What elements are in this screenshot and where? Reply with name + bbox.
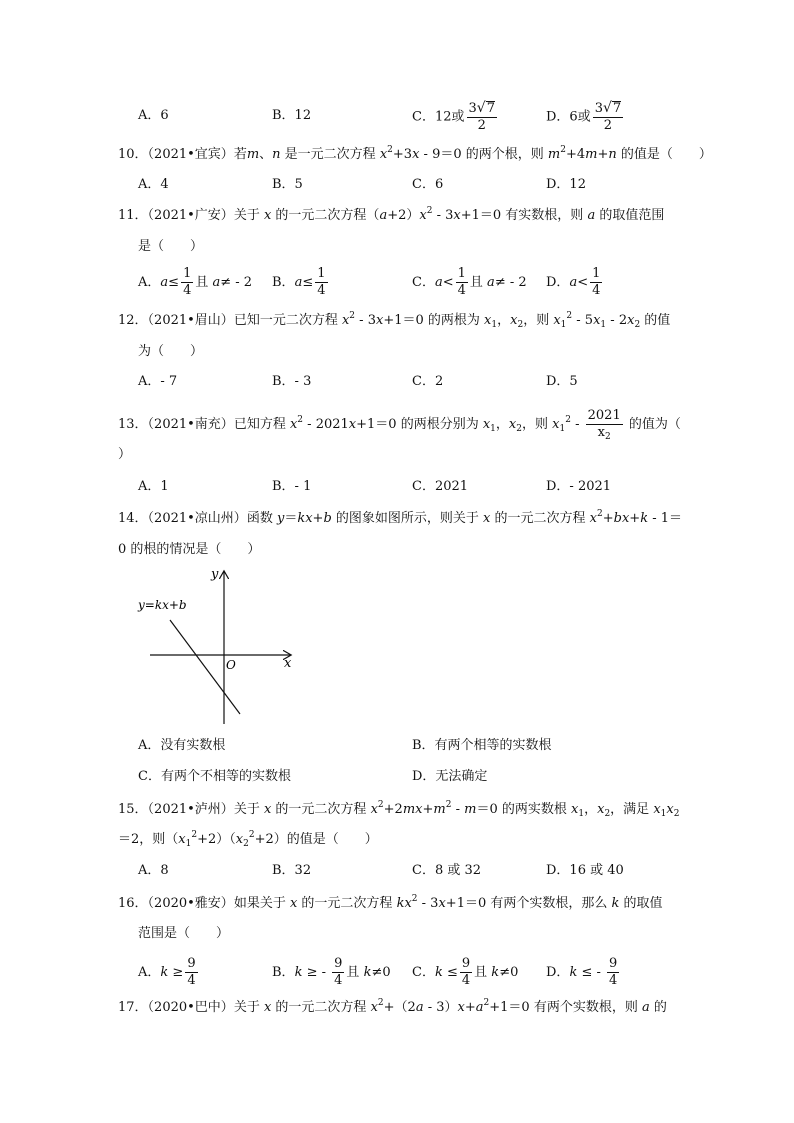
linear-function-graph: [136, 562, 306, 730]
q12-option-c[interactable]: C．2: [412, 374, 444, 389]
x-axis-label: x: [284, 656, 292, 671]
q17-stem: 17．（2020•巴中）关于 x 的一元二次方程 $x^2+(2a - 3)x+a^2+1=0$ 有两个实数根，则 a 的: [118, 998, 667, 1015]
q13-stem: 13．（2021•南充）已知方程 $x^2 - 2021x+1=0$ 的两根分别为 $x_1$，$x_2$，则 $x_1^2$ - $\frac{2021}{x_2}$ 的值为（: [118, 408, 681, 442]
origin-label: O: [226, 658, 236, 672]
fraction: $\frac{9}{4}$: [461, 956, 471, 988]
q16-option-b[interactable]: B．k ≥ - $\frac{9}{4}$ 且 k≠0: [272, 956, 391, 988]
q11-stem: 11．（2021•广安）关于 x 的一元二次方程$(a+2)x^2 - 3x+1=0$ 有实数根，则 a 的取值范围: [118, 206, 665, 223]
q10-option-b[interactable]: B．5: [272, 177, 303, 192]
q10-option-a[interactable]: A．4: [138, 177, 169, 192]
fraction: $\frac{1}{4}$: [317, 266, 326, 298]
q15-option-b[interactable]: B．32: [272, 863, 312, 878]
fraction: $\frac{1}{4}$: [592, 266, 601, 298]
fraction: $\frac{2021}{x_2}$: [587, 408, 621, 442]
q13-option-d[interactable]: D．- 2021: [546, 479, 612, 494]
q14-option-c[interactable]: C．有两个不相等的实数根: [138, 769, 291, 784]
q14-option-b[interactable]: B．有两个相等的实数根: [412, 738, 552, 753]
q13-stem-line2: ）: [118, 447, 132, 462]
line-label: y=kx+b: [138, 598, 187, 612]
q15-stem: 15．（2021•泸州）关于 x 的一元二次方程 $x^2+2mx+m^2 - m=0$ 的两实数根 $x_1$，$x_2$，满足 $x_1x_2$: [118, 800, 680, 819]
q11-option-c[interactable]: C．a< $\frac{1}{4}$ 且 a≠ - 2: [412, 266, 527, 298]
fraction: $\frac{3√7}{2}$: [468, 100, 495, 133]
q10-stem: 10．（2021•宜宾）若m、n 是一元二次方程 $x^2+3x - 9=0$ 的两个根，则 $m^2+4m+n$ 的值是（ ）: [118, 145, 712, 162]
q11-stem-line2: 是（ ）: [138, 239, 204, 254]
q11-option-b[interactable]: B．a≤ $\frac{1}{4}$: [272, 266, 326, 298]
q15-option-d[interactable]: D．16 或 40: [546, 863, 624, 878]
q10-option-d[interactable]: D．12: [546, 177, 586, 192]
q14-option-a[interactable]: A．没有实数根: [138, 738, 226, 753]
q13-option-a[interactable]: A．1: [138, 479, 169, 494]
fraction: $\frac{9}{4}$: [609, 956, 618, 988]
q12-stem-line2: 为（ ）: [138, 344, 204, 359]
q11-option-d[interactable]: D．a< $\frac{1}{4}$: [546, 266, 601, 298]
fraction: $\frac{9}{4}$: [187, 956, 196, 988]
q16-option-c[interactable]: C．k ≤ $\frac{9}{4}$ 且 k≠0: [412, 956, 519, 988]
q9-option-d[interactable]: D．6或 $\frac{3√7}{2}$: [546, 100, 622, 133]
fraction: $\frac{3√7}{2}$: [594, 100, 622, 133]
q15-stem-line2: ＝2，则$(x_1^2+2)(x_2^2+2)$的值是（ ）: [118, 830, 378, 849]
q9-option-a[interactable]: A．6: [138, 108, 169, 123]
q14-option-d[interactable]: D．无法确定: [412, 769, 488, 784]
q12-option-b[interactable]: B．- 3: [272, 374, 312, 389]
q9-option-c[interactable]: C．12或 $\frac{3√7}{2}$: [412, 100, 495, 133]
q13-option-c[interactable]: C．2021: [412, 479, 469, 494]
fraction: $\frac{9}{4}$: [334, 956, 343, 988]
q12-option-a[interactable]: A．- 7: [138, 374, 178, 389]
q15-option-a[interactable]: A．8: [138, 863, 169, 878]
q16-stem-line2: 范围是（ ）: [138, 926, 230, 941]
fraction: $\frac{1}{4}$: [183, 266, 192, 298]
q9-option-b[interactable]: B．12: [272, 108, 312, 123]
q12-stem: 12．（2021•眉山）已知一元二次方程 $x^2 - 3x+1=0$ 的两根为 $x_1$，$x_2$，则 $x_1^2 - 5x_1 - 2x_2$ 的值: [118, 311, 671, 330]
q16-option-d[interactable]: D．k ≤ - $\frac{9}{4}$: [546, 956, 618, 988]
q11-option-a[interactable]: A．a≤ $\frac{1}{4}$ 且 a≠ - 2: [138, 266, 253, 298]
y-axis-label: y: [211, 567, 219, 582]
q14-stem-line2: 0 的根的情况是（ ）: [118, 542, 261, 557]
q15-option-c[interactable]: C．8 或 32: [412, 863, 482, 878]
q16-option-a[interactable]: A．k ≥ $\frac{9}{4}$: [138, 956, 196, 988]
q12-option-d[interactable]: D．5: [546, 374, 578, 389]
q14-stem: 14．（2021•凉山州）函数 y＝kx+b 的图象如图所示，则关于 x 的一元二次方程 $x^2+bx+k - 1=$: [118, 509, 683, 526]
q16-stem: 16．（2020•雅安）如果关于 x 的一元二次方程 $kx^2 - 3x+1=0$ 有两个实数根，那么 k 的取值: [118, 894, 663, 911]
fraction: $\frac{1}{4}$: [457, 266, 466, 298]
q13-option-b[interactable]: B．- 1: [272, 479, 312, 494]
q10-option-c[interactable]: C．6: [412, 177, 444, 192]
